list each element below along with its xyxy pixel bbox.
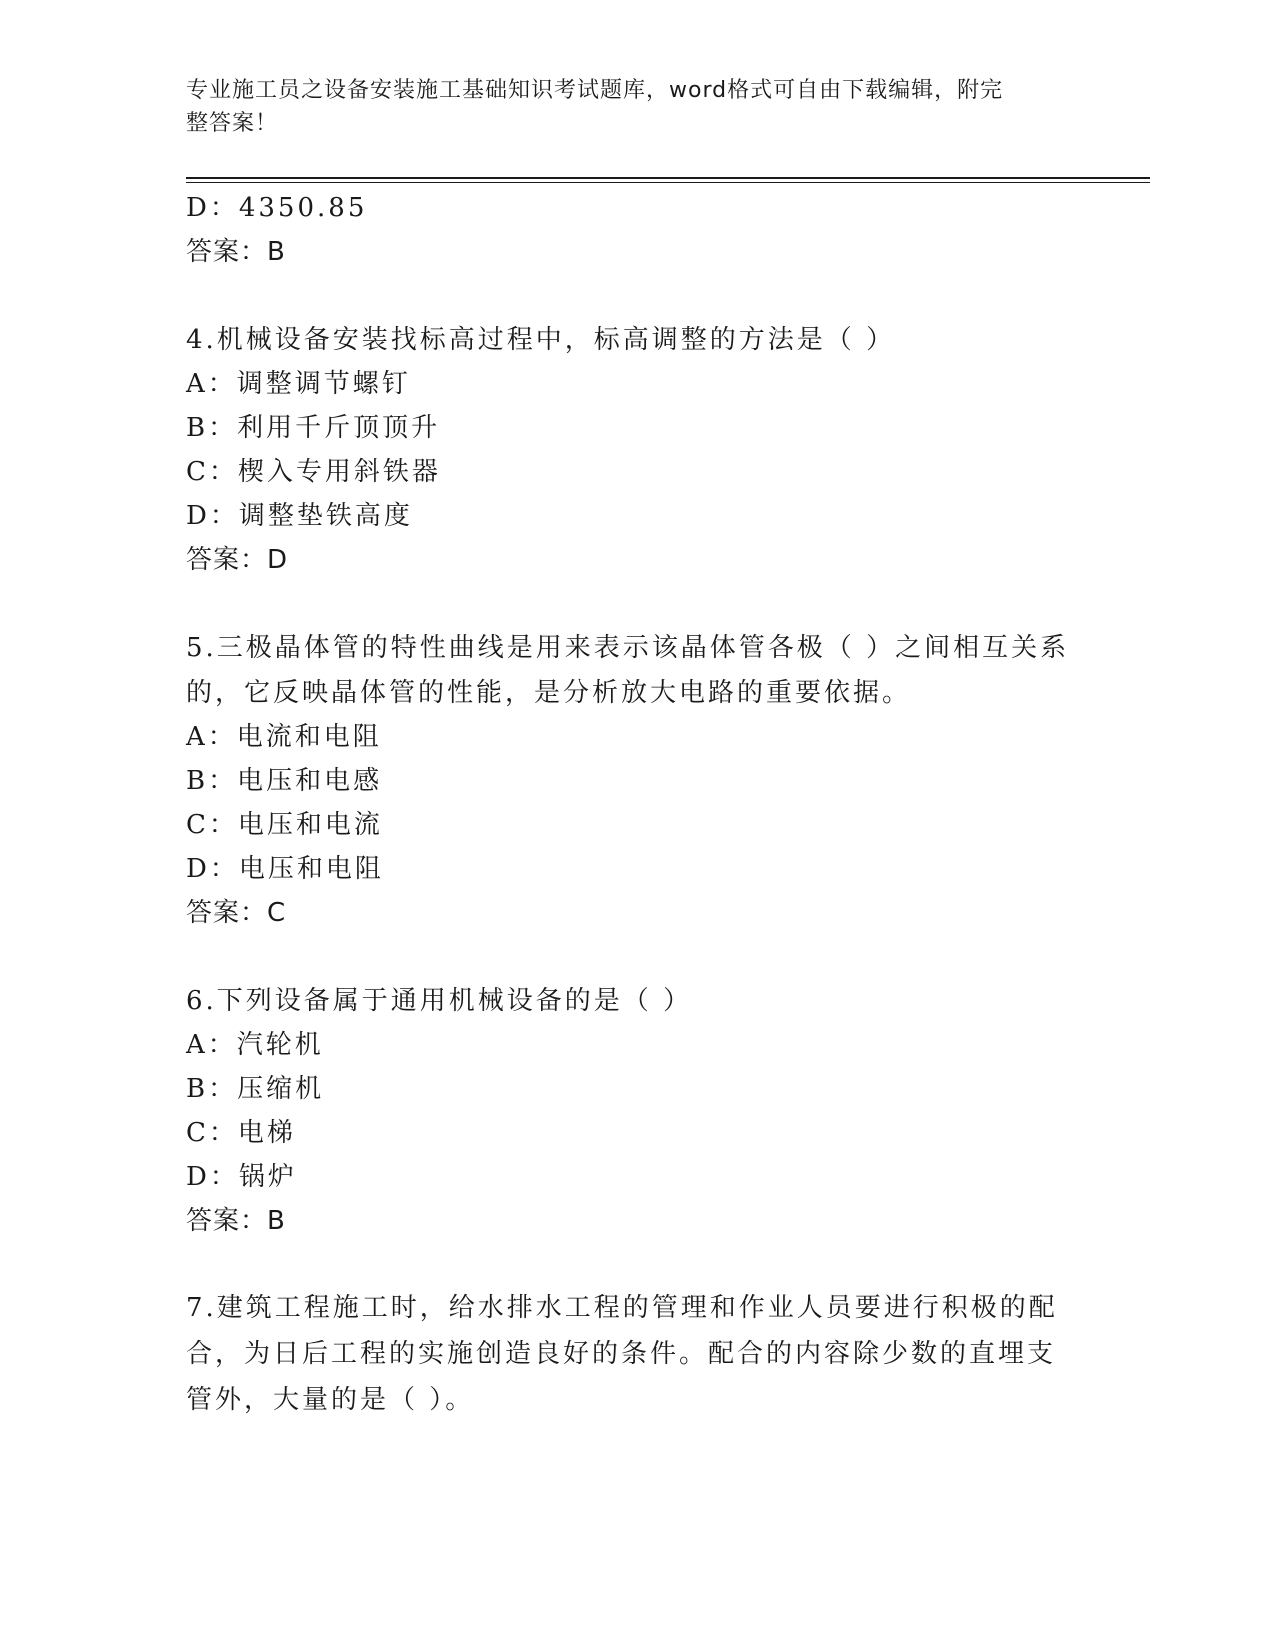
q4-answer: 答案：D: [186, 545, 289, 575]
q6-option-a: A：汽轮机: [186, 1030, 324, 1060]
q6-option-b: B：压缩机: [186, 1074, 325, 1104]
header-divider-thin: [186, 182, 1150, 183]
q4-option-b: B：利用千斤顶顶升: [186, 413, 441, 443]
q5-stem-line-1: 5.三极晶体管的特性曲线是用来表示该晶体管各极（ ）之间相互关系: [186, 633, 1070, 663]
q7-stem-line-2: 合，为日后工程的实施创造良好的条件。配合的内容除少数的直埋支: [186, 1339, 1057, 1369]
q4-option-d: D：调整垫铁高度: [186, 501, 413, 531]
q5-option-d: D：电压和电阻: [186, 854, 384, 884]
header-divider-thick: [186, 177, 1150, 179]
q7-stem-line-3: 管外，大量的是（ ）。: [186, 1385, 475, 1415]
document-header: [186, 74, 1066, 140]
q5-answer: 答案：C: [186, 898, 287, 928]
header-line-1: 专业施工员之设备安装施工基础知识考试题库，word格式可自由下载编辑，附完: [186, 78, 1004, 103]
q4-option-a: A：调整调节螺钉: [186, 369, 411, 399]
q6-option-d: D：锅炉: [186, 1162, 297, 1192]
q5-option-b: B：电压和电感: [186, 766, 383, 796]
q5-option-c: C：电压和电流: [186, 810, 383, 840]
q5-option-a: A：电流和电阻: [186, 722, 382, 752]
q7-stem-line-1: 7.建筑工程施工时，给水排水工程的管理和作业人员要进行积极的配: [186, 1293, 1058, 1323]
q3-option-d: D：4350.85: [186, 193, 368, 223]
q5-stem-line-2: 的，它反映晶体管的性能，是分析放大电路的重要依据。: [186, 678, 912, 708]
q4-option-c: C：楔入专用斜铁器: [186, 457, 441, 487]
header-line-2: 整答案！: [186, 111, 279, 136]
q6-option-c: C：电梯: [186, 1118, 296, 1148]
q4-stem: 4.机械设备安装找标高过程中，标高调整的方法是（ ）: [186, 325, 896, 355]
q3-answer: 答案：B: [186, 237, 286, 267]
q6-stem: 6.下列设备属于通用机械设备的是（ ）: [186, 986, 693, 1016]
q6-answer: 答案：B: [186, 1206, 286, 1236]
